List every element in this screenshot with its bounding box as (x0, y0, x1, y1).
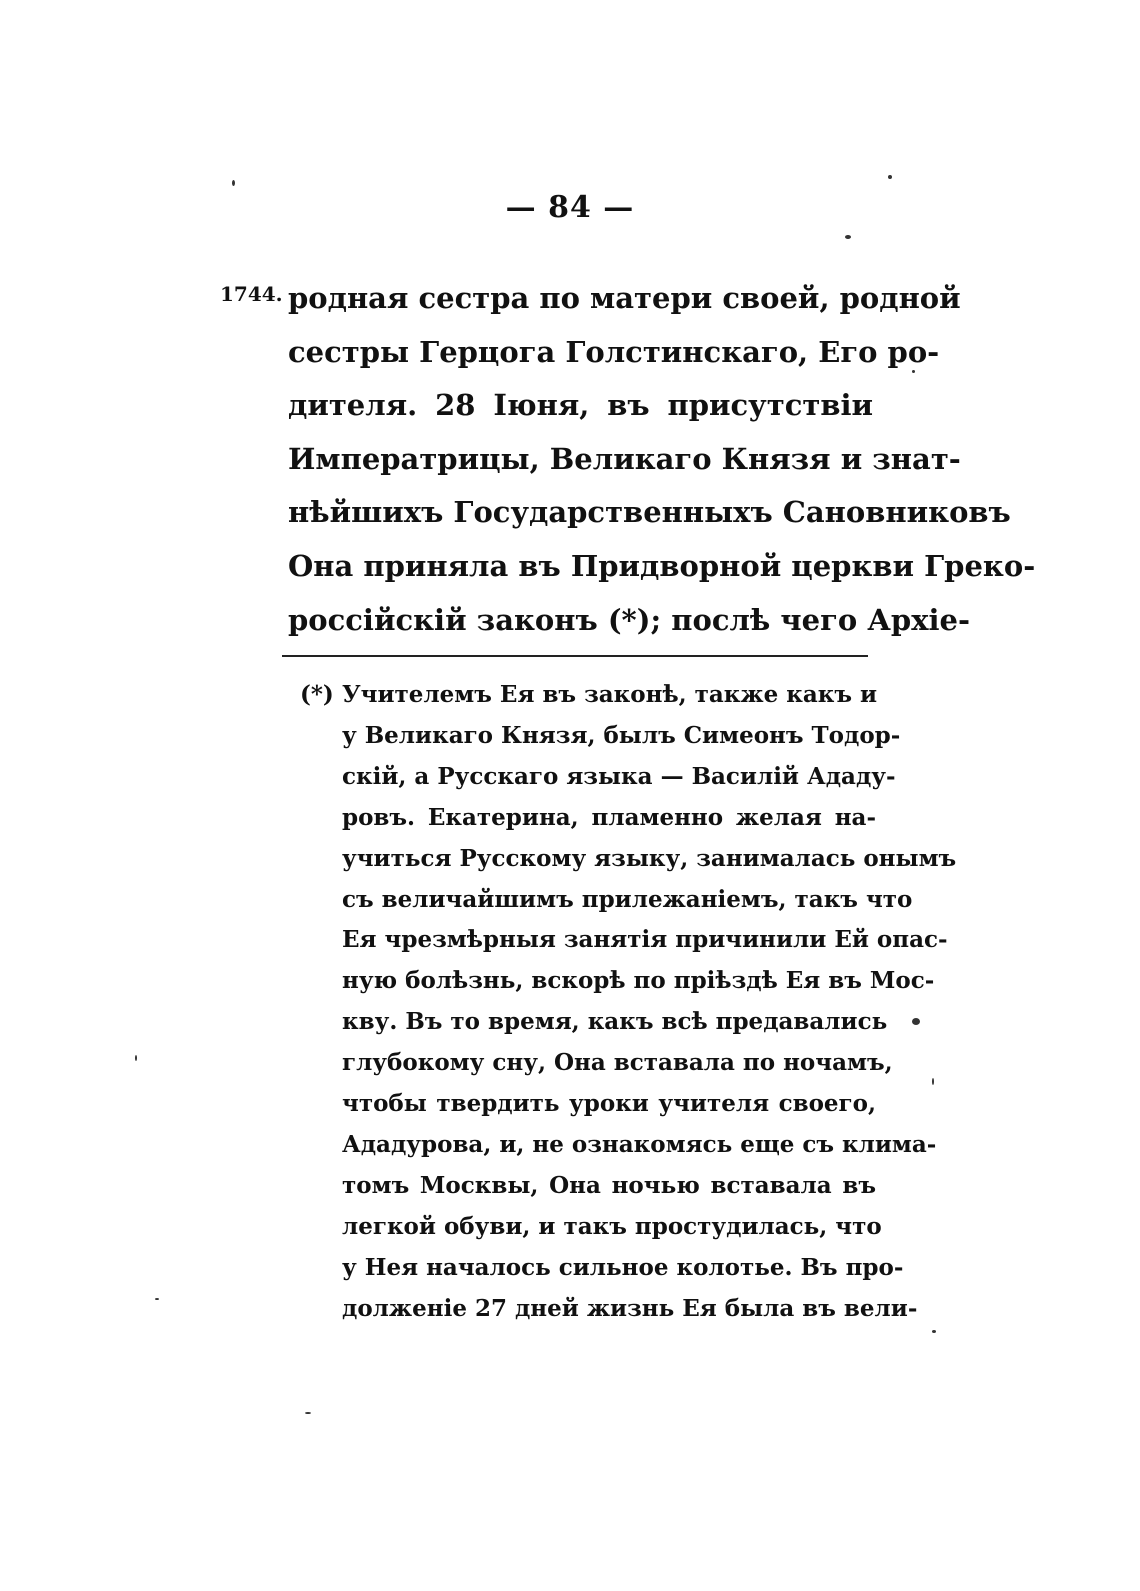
footnote-line: у Великаго Князя, былъ Симеонъ Тодор- (342, 721, 901, 749)
footnote-line: чтобы твердить уроки учителя своего, (342, 1090, 876, 1118)
footnote-line: кву. Въ то время, какъ всѣ предавались (342, 1008, 888, 1036)
margin-year-note: 1744. (220, 282, 283, 306)
footnote-line: учиться Русскому языку, занималась онымъ (342, 844, 957, 872)
scan-speck (888, 175, 892, 179)
footnote-divider (282, 655, 868, 657)
scan-speck (932, 1330, 936, 1333)
main-text-line: дителя. 28 Іюня, въ присутствіи (288, 388, 873, 423)
scan-speck (845, 235, 851, 239)
footnote-line: съ величайшимъ прилежаніемъ, такъ что (342, 885, 913, 913)
footnote-line: скій, а Русскаго языка — Василій Ададу- (342, 762, 896, 790)
scan-speck (305, 1412, 311, 1414)
scan-speck (135, 1055, 137, 1061)
footnote-block (300, 675, 957, 1330)
footnote-line: глубокому сну, Она вставала по ночамъ, (342, 1049, 893, 1077)
scan-speck (932, 1078, 934, 1085)
main-text-line: нѣйшихъ Государственныхъ Сановниковъ (288, 495, 1011, 530)
footnote-line-text: Учителемъ Ея въ законѣ, также какъ и (342, 681, 878, 708)
main-text-line: сестры Герцога Голстинскаго, Его ро- (288, 334, 940, 369)
footnote-line: Ея чрезмѣрныя занятія причинили Ей опас- (342, 926, 948, 954)
footnote-line: ровъ. Екатерина, пламенно желая на- (342, 803, 876, 831)
footnote-marker: (*) (300, 681, 334, 708)
scan-speck (912, 1018, 920, 1025)
main-text-block (288, 272, 1036, 647)
footnote-line: Ададурова, и, не ознакомясь еще съ клима- (342, 1130, 937, 1158)
main-text-line: Она приняла въ Придворной церкви Греко- (288, 548, 1036, 583)
footnote-line: ную болѣзнь, вскорѣ по пріѣздѣ Ея въ Мос- (342, 967, 935, 995)
footnote-line (300, 675, 876, 716)
footnote-line: у Нея началось сильное колотье. Въ про- (342, 1253, 904, 1281)
main-text-line: россійскій законъ (*); послѣ чего Архіе- (288, 602, 970, 637)
scan-speck (155, 1298, 159, 1300)
scan-speck (912, 370, 915, 373)
main-text-line: родная сестра по матери своей, родной (288, 281, 961, 315)
footnote-line: томъ Москвы, Она ночью вставала въ (342, 1171, 876, 1199)
page-number: — 84 — (505, 190, 635, 225)
main-text-line: Императрицы, Великаго Князя и знат- (288, 441, 961, 476)
footnote-line: легкой обуви, и такъ простудилась, что (342, 1212, 882, 1240)
footnote-line: долженіе 27 дней жизнь Ея была въ вели- (342, 1294, 918, 1322)
scan-speck (232, 180, 235, 186)
